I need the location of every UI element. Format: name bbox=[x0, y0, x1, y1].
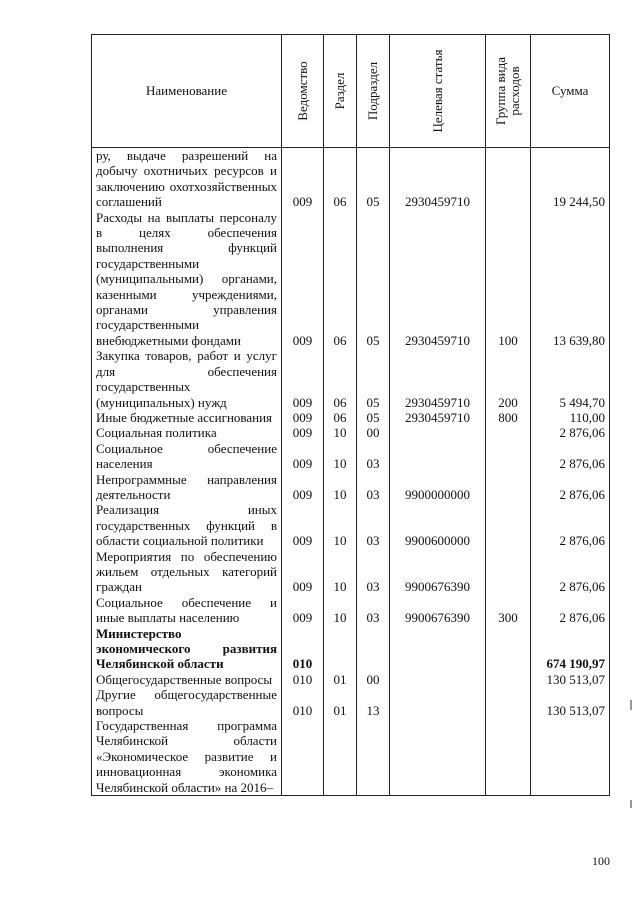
cell-vedomstvo: 010 bbox=[282, 672, 324, 687]
header-sum-label: Сумма bbox=[551, 83, 589, 99]
cell-name: Закупка товаров, работ и услуг для обеспечения государственных (муниципальных) нужд bbox=[92, 348, 282, 410]
header-target bbox=[390, 35, 486, 148]
cell-sum: 2 876,06 bbox=[531, 472, 610, 503]
cell-vedomstvo: 010 bbox=[282, 626, 324, 672]
cell-target: 2930459710 bbox=[390, 210, 486, 349]
cell-vedomstvo: 009 bbox=[282, 425, 324, 440]
cell-target bbox=[390, 672, 486, 687]
cell-sum: 2 876,06 bbox=[531, 549, 610, 595]
cell-razdel bbox=[324, 626, 357, 672]
cell-sum: 2 876,06 bbox=[531, 502, 610, 548]
table-row bbox=[92, 410, 610, 425]
table-row bbox=[92, 718, 610, 796]
table-row bbox=[92, 425, 610, 440]
cell-vedomstvo: 009 bbox=[282, 472, 324, 503]
cell-sum: 2 876,06 bbox=[531, 441, 610, 472]
header-razdel-label: Раздел bbox=[332, 72, 347, 110]
cell-target bbox=[390, 441, 486, 472]
cell-target: 9900000000 bbox=[390, 472, 486, 503]
cell-group bbox=[486, 441, 531, 472]
cell-razdel bbox=[324, 718, 357, 796]
table-row bbox=[92, 210, 610, 349]
cell-razdel: 10 bbox=[324, 441, 357, 472]
cell-name: Социальное обеспечение и иные выплаты населению bbox=[92, 595, 282, 626]
table-row bbox=[92, 687, 610, 718]
cell-vedomstvo: 010 bbox=[282, 687, 324, 718]
cell-name: Иные бюджетные ассигнования bbox=[92, 410, 282, 425]
cell-group bbox=[486, 502, 531, 548]
cell-sum: 19 244,50 bbox=[531, 148, 610, 210]
header-target-label: Целевая статья bbox=[429, 49, 445, 133]
cell-sum: 130 513,07 bbox=[531, 672, 610, 687]
cell-sum: 13 639,80 bbox=[531, 210, 610, 349]
cell-podrazdel: 00 bbox=[357, 672, 390, 687]
header-podrazdel bbox=[357, 35, 390, 148]
table-row bbox=[92, 348, 610, 410]
cell-sum: 110,00 bbox=[531, 410, 610, 425]
cell-name: Расходы на выплаты персоналу в целях обеспечения выполнения функций государственными (муниципальными) органами, казенными учреждениями, органами управления государственными внебюджетными фондами bbox=[92, 210, 282, 349]
cell-vedomstvo: 009 bbox=[282, 410, 324, 425]
cell-target: 2930459710 bbox=[390, 348, 486, 410]
cell-target bbox=[390, 425, 486, 440]
cell-name: Другие общегосударственные вопросы bbox=[92, 687, 282, 718]
table-row bbox=[92, 148, 610, 210]
table-row bbox=[92, 472, 610, 503]
cell-sum bbox=[531, 718, 610, 796]
header-razdel bbox=[324, 35, 357, 148]
header-group-label bbox=[494, 57, 522, 125]
cell-name: Мероприятия по обеспечению жильем отдельных категорий граждан bbox=[92, 549, 282, 595]
cell-group: 300 bbox=[486, 595, 531, 626]
cell-target bbox=[390, 626, 486, 672]
cell-podrazdel: 03 bbox=[357, 441, 390, 472]
header-group-line1: Группа вида bbox=[493, 57, 508, 125]
cell-target: 2930459710 bbox=[390, 410, 486, 425]
header-vedomstvo-label: Ведомство bbox=[294, 61, 310, 121]
table-row bbox=[92, 441, 610, 472]
cell-group: 800 bbox=[486, 410, 531, 425]
cell-vedomstvo: 009 bbox=[282, 549, 324, 595]
cell-group bbox=[486, 549, 531, 595]
cell-target: 9900600000 bbox=[390, 502, 486, 548]
cell-vedomstvo: 009 bbox=[282, 595, 324, 626]
cell-sum: 130 513,07 bbox=[531, 687, 610, 718]
cell-podrazdel: 03 bbox=[357, 502, 390, 548]
cell-group bbox=[486, 687, 531, 718]
cell-podrazdel: 05 bbox=[357, 410, 390, 425]
header-sum bbox=[531, 35, 610, 148]
cell-razdel: 10 bbox=[324, 502, 357, 548]
table-row bbox=[92, 626, 610, 672]
table-header-row bbox=[92, 35, 610, 148]
cell-sum: 5 494,70 bbox=[531, 348, 610, 410]
cell-sum: 674 190,97 bbox=[531, 626, 610, 672]
cell-vedomstvo: 009 bbox=[282, 148, 324, 210]
cell-group bbox=[486, 718, 531, 796]
cell-razdel: 10 bbox=[324, 549, 357, 595]
cell-vedomstvo: 009 bbox=[282, 210, 324, 349]
cell-razdel: 06 bbox=[324, 210, 357, 349]
cell-razdel: 10 bbox=[324, 472, 357, 503]
cell-razdel: 10 bbox=[324, 425, 357, 440]
table-row bbox=[92, 672, 610, 687]
cell-name: Непрограммные направления деятельности bbox=[92, 472, 282, 503]
budget-table bbox=[91, 34, 610, 796]
cell-group: 100 bbox=[486, 210, 531, 349]
cell-name: ру, выдаче разрешений на добычу охотничьих ресурсов и заключению охотхозяйственных соглашений bbox=[92, 148, 282, 210]
cell-target bbox=[390, 687, 486, 718]
cell-group: 200 bbox=[486, 348, 531, 410]
cell-group bbox=[486, 626, 531, 672]
scan-edge-mark bbox=[630, 800, 632, 808]
cell-razdel: 06 bbox=[324, 410, 357, 425]
cell-podrazdel bbox=[357, 718, 390, 796]
cell-target bbox=[390, 718, 486, 796]
cell-name: Социальное обеспечение населения bbox=[92, 441, 282, 472]
cell-group bbox=[486, 425, 531, 440]
header-vedomstvo bbox=[282, 35, 324, 148]
cell-podrazdel: 03 bbox=[357, 472, 390, 503]
cell-group bbox=[486, 672, 531, 687]
cell-group bbox=[486, 148, 531, 210]
cell-target: 9900676390 bbox=[390, 549, 486, 595]
cell-name: Государственная программа Челябинской области «Экономическое развитие и инновационная экономика Челябинской области» на 2016– bbox=[92, 718, 282, 796]
cell-podrazdel: 13 bbox=[357, 687, 390, 718]
cell-name: Реализация иных государственных функций в области социальной политики bbox=[92, 502, 282, 548]
cell-razdel: 10 bbox=[324, 595, 357, 626]
table-row bbox=[92, 549, 610, 595]
cell-target: 2930459710 bbox=[390, 148, 486, 210]
scan-edge-mark bbox=[630, 700, 632, 710]
table-row bbox=[92, 502, 610, 548]
cell-sum: 2 876,06 bbox=[531, 425, 610, 440]
cell-razdel: 06 bbox=[324, 148, 357, 210]
cell-name: Социальная политика bbox=[92, 425, 282, 440]
cell-vedomstvo bbox=[282, 718, 324, 796]
cell-name: Общегосударственные вопросы bbox=[92, 672, 282, 687]
header-group bbox=[486, 35, 531, 148]
cell-podrazdel: 05 bbox=[357, 210, 390, 349]
cell-podrazdel: 05 bbox=[357, 148, 390, 210]
cell-razdel: 01 bbox=[324, 672, 357, 687]
cell-razdel: 06 bbox=[324, 348, 357, 410]
cell-vedomstvo: 009 bbox=[282, 348, 324, 410]
table-row bbox=[92, 595, 610, 626]
cell-group bbox=[486, 472, 531, 503]
cell-podrazdel bbox=[357, 626, 390, 672]
header-podrazdel-label: Подраздел bbox=[365, 61, 380, 121]
table-body bbox=[92, 148, 610, 796]
header-name bbox=[92, 35, 282, 148]
cell-vedomstvo: 009 bbox=[282, 441, 324, 472]
page-number: 100 bbox=[592, 854, 610, 868]
cell-podrazdel: 03 bbox=[357, 549, 390, 595]
cell-podrazdel: 05 bbox=[357, 348, 390, 410]
cell-sum: 2 876,06 bbox=[531, 595, 610, 626]
header-group-line2: расходов bbox=[507, 66, 522, 116]
cell-podrazdel: 03 bbox=[357, 595, 390, 626]
header-name-label: Наименование bbox=[146, 83, 227, 99]
cell-target: 9900676390 bbox=[390, 595, 486, 626]
cell-name: Министерство экономического развития Челябинской области bbox=[92, 626, 282, 672]
cell-razdel: 01 bbox=[324, 687, 357, 718]
cell-podrazdel: 00 bbox=[357, 425, 390, 440]
cell-vedomstvo: 009 bbox=[282, 502, 324, 548]
